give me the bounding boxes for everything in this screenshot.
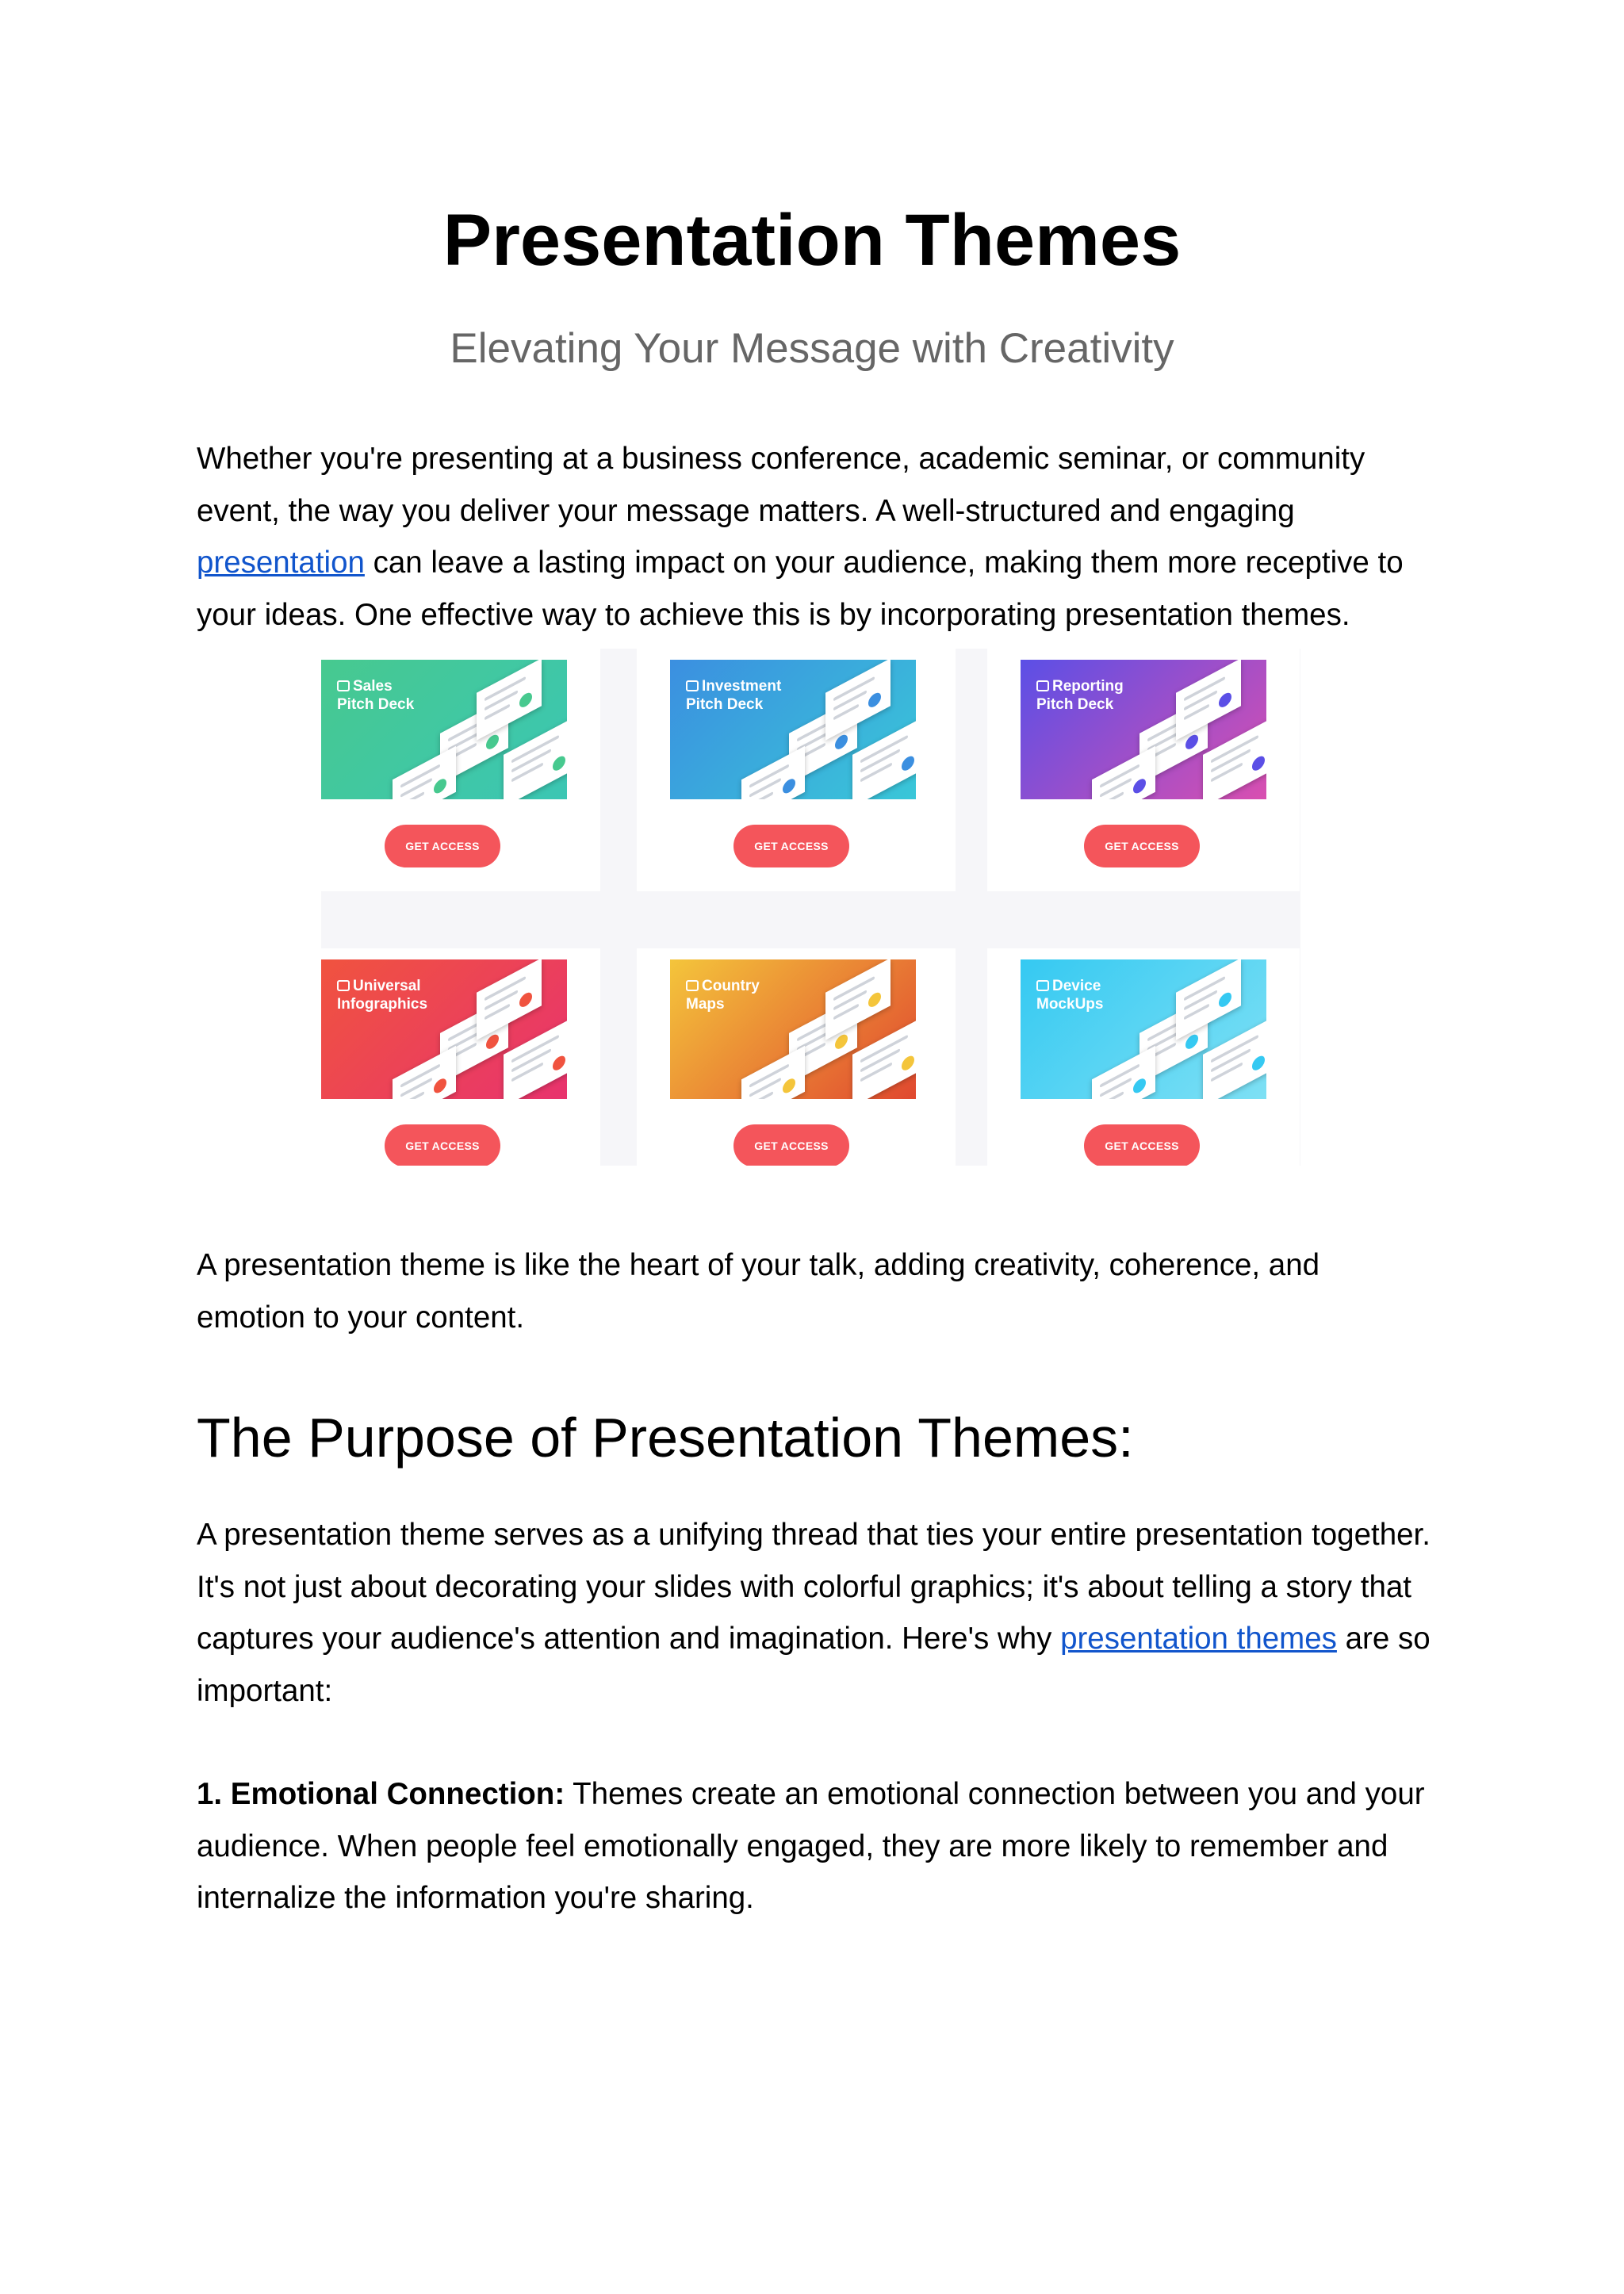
theme-heart-paragraph: A presentation theme is like the heart of your talk, adding creativity, coherence, and emotion to your content. [197,1248,1320,1335]
slide-mockup [504,1017,567,1099]
theme-label-line2: Pitch Deck [1036,696,1114,713]
theme-tile [637,948,956,1166]
slide-mockup [741,1046,805,1099]
theme-thumbnail [670,959,916,1099]
theme-label-line1: Sales [353,678,393,695]
slide-mockup [741,746,805,799]
theme-label-line2: Infographics [337,996,428,1013]
presentation-themes-link[interactable]: presentation themes [1060,1622,1337,1656]
theme-tile [987,649,1300,891]
get-access-button[interactable]: GET ACCESS [733,825,849,867]
theme-label-line1: Country [702,978,760,994]
slide-mockup [1203,1017,1266,1099]
slide-mockup [477,959,542,1040]
theme-tile [321,649,600,891]
page-subtitle: Elevating Your Message with Creativity [450,325,1174,372]
slide-mockup [825,660,891,741]
globe-icon [686,980,699,991]
presentation-link[interactable]: presentation [197,546,365,580]
theme-thumbnail [321,660,567,799]
theme-thumbnail [321,959,567,1099]
theme-grid-image [321,649,1300,1166]
purpose-paragraph [197,1509,1434,1717]
slide-mockup [1092,746,1155,799]
theme-thumbnail [1021,660,1266,799]
slide-mockup [1176,959,1241,1040]
intro-text-after-link: can leave a lasting impact on your audience, making them more receptive to your ideas. One effective way to achieve this is by incorporating presentation themes. [197,546,1404,632]
emotional-connection-paragraph [197,1768,1434,1924]
target-icon [686,680,699,691]
theme-thumbnail [1021,959,1266,1099]
theme-label [337,677,440,714]
section-heading: The Purpose of Presentation Themes: [197,1407,1134,1469]
point1-text: Themes create an emotional connection between you and your audience. When people feel emotionally engaged, they are more likely to remember and internalize the information you're sharing. [197,1777,1425,1915]
slide-mockup [1092,1046,1155,1099]
theme-label-line1: Investment [702,678,782,695]
get-access-button[interactable]: GET ACCESS [733,1124,849,1166]
theme-tile [321,948,600,1166]
page-title: Presentation Themes [442,200,1182,281]
purpose-text-after-link: are so important: [197,1622,1431,1708]
get-access-button[interactable]: GET ACCESS [385,1124,500,1166]
get-access-button[interactable]: GET ACCESS [1084,825,1200,867]
slide-mockup [852,717,916,799]
theme-tile [637,649,956,891]
theme-label-line1: Reporting [1052,678,1124,695]
get-access-button[interactable]: GET ACCESS [385,825,500,867]
theme-thumbnail [670,660,916,799]
bar-chart-icon [1036,680,1049,691]
slide-mockup [1176,660,1241,741]
intro-paragraph [197,433,1434,641]
theme-label [686,977,789,1013]
phone-icon [1036,980,1049,991]
hierarchy-icon [337,980,350,991]
theme-label [337,977,440,1013]
get-access-button[interactable]: GET ACCESS [1084,1124,1200,1166]
theme-label-line2: Maps [686,996,725,1013]
theme-label [686,677,789,714]
purpose-text-before-link: A presentation theme serves as a unifying thread that ties your entire presentation together. It's not just about decorating your slides with colorful graphics; it's about telling a story that captures your audience's attention and imagination. Here's why [197,1518,1431,1656]
theme-label-line2: MockUps [1036,996,1104,1013]
slide-mockup [393,1046,456,1099]
theme-label [1036,977,1139,1013]
slide-mockup [852,1017,916,1099]
theme-label-line2: Pitch Deck [337,696,415,713]
slide-mockup [1203,717,1266,799]
theme-tile [987,948,1300,1166]
intro-text-before-link: Whether you're presenting at a business conference, academic seminar, or community event, the way you deliver your message matters. A well-structured and engaging [197,442,1365,528]
theme-label-line2: Pitch Deck [686,696,764,713]
point1-label: 1. Emotional Connection: [197,1777,565,1811]
slide-mockup [477,660,542,741]
theme-label-line1: Universal [353,978,421,994]
theme-label-line1: Device [1052,978,1101,994]
slide-mockup [504,717,567,799]
slide-mockup [393,746,456,799]
chart-board-icon [337,680,350,691]
slide-mockup [825,959,891,1040]
theme-label [1036,677,1139,714]
